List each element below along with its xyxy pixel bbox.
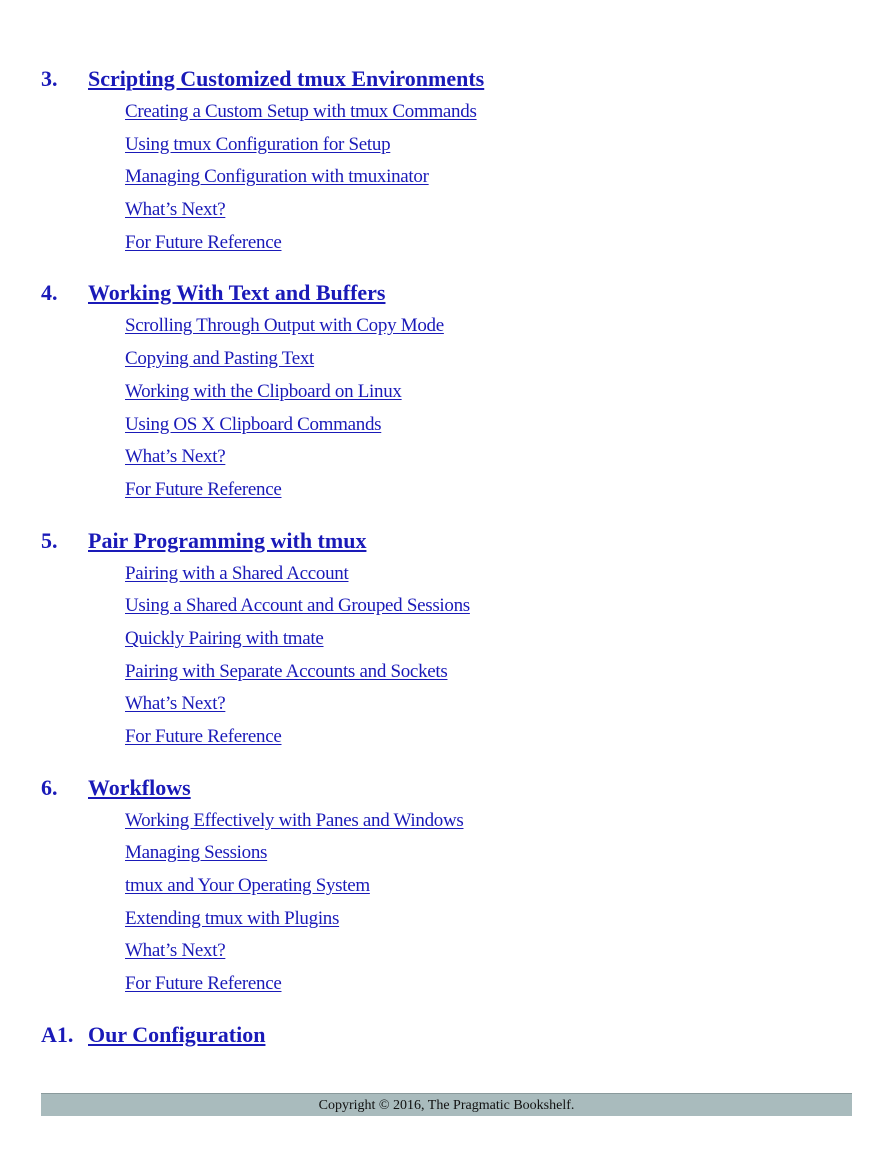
section-link[interactable]: For Future Reference: [125, 973, 282, 995]
copyright-footer: [41, 1093, 852, 1116]
chapter-title-link[interactable]: Our Configuration: [88, 1021, 266, 1047]
chapter-number: 5.: [41, 527, 58, 553]
section-link[interactable]: Working with the Clipboard on Linux: [125, 380, 402, 402]
section-link[interactable]: tmux and Your Operating System: [125, 875, 370, 897]
list-item: [125, 343, 853, 376]
section-link[interactable]: For Future Reference: [125, 726, 282, 747]
chapter-number: 4.: [41, 280, 58, 306]
list-item: [125, 721, 853, 754]
list-item: [125, 903, 853, 936]
chapter-heading: [41, 524, 853, 558]
list-item: [125, 441, 853, 474]
section-link[interactable]: What’s Next?: [125, 446, 226, 468]
chapter-title-link[interactable]: Scripting Customized tmux Environments: [88, 66, 485, 91]
list-item: [125, 688, 853, 721]
section-link[interactable]: For Future Reference: [125, 478, 282, 500]
chapter-5: [41, 524, 853, 754]
section-link[interactable]: Pairing with a Shared Account: [125, 562, 349, 584]
list-item: [125, 656, 853, 689]
list-item: [125, 227, 853, 260]
list-item: [125, 96, 853, 129]
section-link[interactable]: Using OS X Clipboard Commands: [125, 413, 382, 435]
section-list: [41, 805, 853, 1001]
section-link[interactable]: Managing Sessions: [125, 842, 268, 864]
chapter-title-link[interactable]: Pair Programming with tmux: [88, 527, 367, 553]
section-link[interactable]: What’s Next?: [125, 940, 226, 962]
chapter-heading: [41, 771, 853, 805]
chapter-4: [41, 276, 853, 506]
chapter-number: 6.: [41, 774, 58, 800]
list-item: [125, 376, 853, 409]
list-item: [125, 870, 853, 903]
list-item: [125, 409, 853, 442]
chapter-6: [41, 771, 853, 1001]
section-list: [41, 310, 853, 506]
section-link[interactable]: For Future Reference: [125, 231, 282, 253]
chapter-number: 3.: [41, 66, 58, 91]
list-item: [125, 161, 853, 194]
section-list: [41, 96, 853, 259]
section-link[interactable]: Copying and Pasting Text: [125, 348, 315, 370]
section-link[interactable]: Pairing with Separate Accounts and Sockets: [125, 660, 448, 682]
section-list: [41, 558, 853, 754]
section-link[interactable]: Scrolling Through Output with Copy Mode: [125, 315, 444, 337]
section-link[interactable]: Extending tmux with Plugins: [125, 907, 340, 929]
list-item: [125, 129, 853, 162]
chapter-heading: [41, 276, 853, 310]
list-item: [125, 590, 853, 623]
chapter-number: A1.: [41, 1021, 74, 1047]
chapter-3: [41, 62, 853, 259]
chapter-title-link[interactable]: Working With Text and Buffers: [88, 280, 386, 306]
copyright-text: Copyright © 2016, The Pragmatic Bookshelf.: [318, 1098, 575, 1113]
section-link[interactable]: Creating a Custom Setup with tmux Commands: [125, 101, 477, 122]
section-link[interactable]: Using tmux Configuration for Setup: [125, 133, 391, 155]
section-link[interactable]: What’s Next?: [125, 199, 226, 221]
chapter-heading: [41, 62, 853, 96]
list-item: [125, 837, 853, 870]
list-item: [125, 623, 853, 656]
list-item: [125, 474, 853, 507]
section-link[interactable]: Working Effectively with Panes and Windows: [125, 809, 464, 831]
chapter-title-link[interactable]: Workflows: [88, 774, 191, 800]
section-link[interactable]: Managing Configuration with tmuxinator: [125, 166, 429, 188]
list-item: [125, 805, 853, 838]
table-of-contents: [41, 62, 853, 1069]
chapter-heading: [41, 1018, 853, 1052]
section-link[interactable]: What’s Next?: [125, 693, 226, 715]
list-item: [125, 558, 853, 591]
section-link[interactable]: Using a Shared Account and Grouped Sessions: [125, 595, 470, 617]
list-item: [125, 310, 853, 343]
section-link[interactable]: Quickly Pairing with tmate: [125, 627, 324, 649]
list-item: [125, 194, 853, 227]
appendix-a1: [41, 1018, 853, 1052]
list-item: [125, 935, 853, 968]
list-item: [125, 968, 853, 1001]
